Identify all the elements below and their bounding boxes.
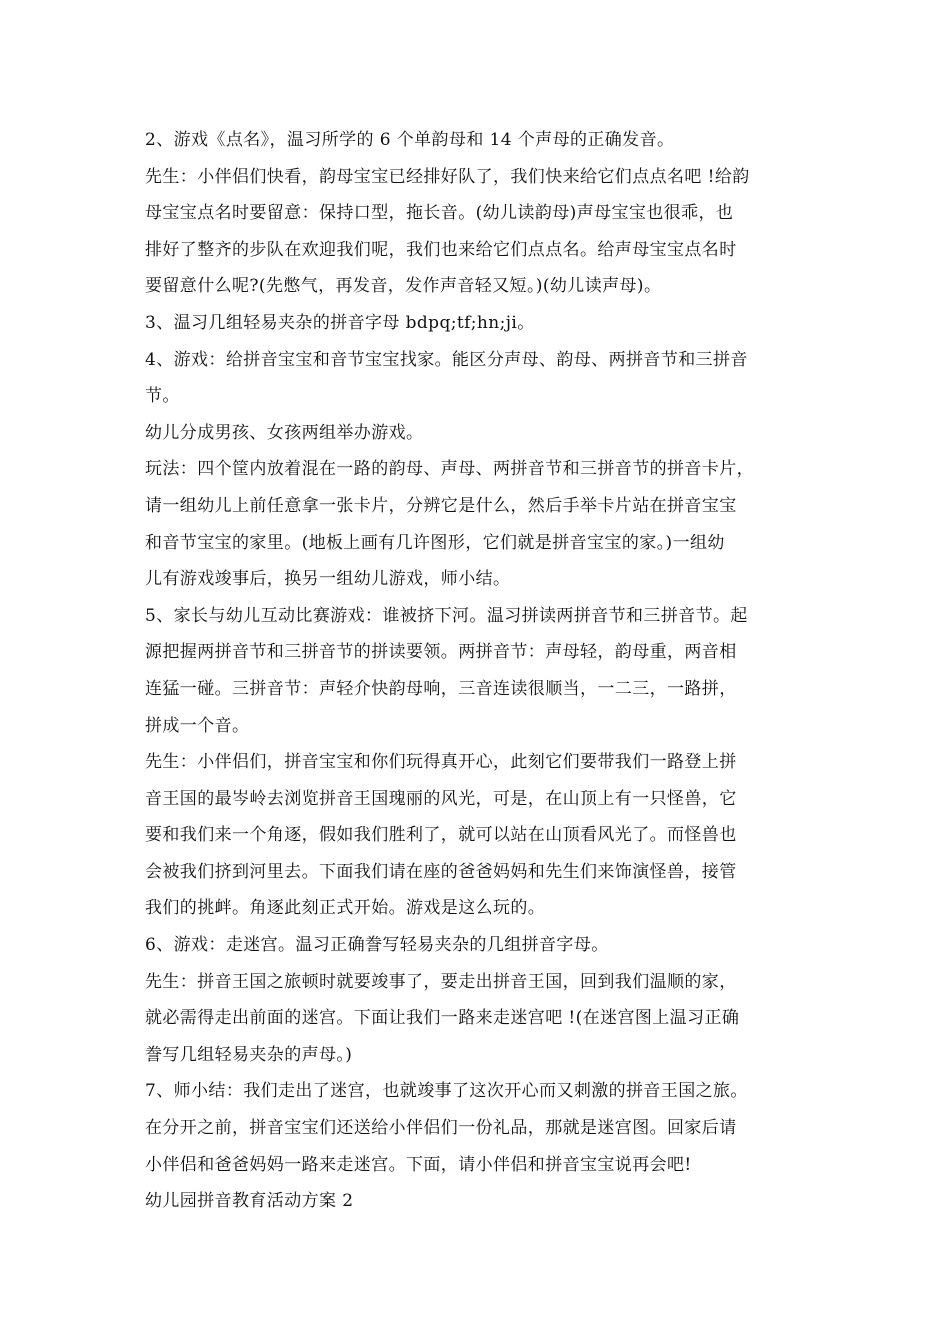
section-heading: 幼儿园拼音教育活动方案 2 xyxy=(145,1191,354,1212)
paragraph-line: 节。 xyxy=(145,386,180,407)
paragraph-line: 要留意什么呢?(先憋气，再发音，发作声音轻又短。)(幼儿读声母)。 xyxy=(145,276,662,297)
paragraph-line: 3、温习几组轻易夹杂的拼音字母 bdpq;tf;hn;ji。 xyxy=(145,312,535,333)
paragraph-line: 源把握两拼音节和三拼音节的拼读要领。两拼音节：声母轻，韵母重，两音相 xyxy=(145,642,737,663)
paragraph-line: 拼成一个音。 xyxy=(145,715,250,736)
paragraph-line: 在分开之前，拼音宝宝们还送给小伴侣们一份礼品，那就是迷宫图。回家后请 xyxy=(145,1118,737,1139)
paragraph-line: 我们的挑衅。角逐此刻正式开始。游戏是这么玩的。 xyxy=(145,898,546,919)
paragraph-line: 音王国的最岑岭去浏览拼音王国瑰丽的风光，可是，在山顶上有一只怪兽，它 xyxy=(145,788,737,809)
paragraph-line: 7、师小结：我们走出了迷宫，也就竣事了这次开心而又刺激的拼音王国之旅。 xyxy=(145,1081,748,1102)
paragraph-line: 小伴侣和爸爸妈妈一路来走迷宫。下面，请小伴侣和拼音宝宝说再会吧! xyxy=(145,1154,692,1175)
paragraph-line: 誊写几组轻易夹杂的声母。) xyxy=(145,1044,353,1065)
paragraph-line: 6、游戏：走迷宫。温习正确誊写轻易夹杂的几组拼音字母。 xyxy=(145,935,609,956)
paragraph-line: 要和我们来一个角逐，假如我们胜利了，就可以站在山顶看风光了。而怪兽也 xyxy=(145,825,737,846)
paragraph-line: 儿有游戏竣事后，换另一组幼儿游戏，师小结。 xyxy=(145,569,511,590)
paragraph-line: 2、游戏《点名》，温习所学的 6 个单韵母和 14 个声母的正确发音。 xyxy=(145,130,675,150)
paragraph-line: 先生：拼音王国之旅顿时就要竣事了，要走出拼音王国，回到我们温顺的家， xyxy=(145,971,737,992)
paragraph-line: 就必需得走出前面的迷宫。下面让我们一路来走迷宫吧 !(在迷宫图上温习正确 xyxy=(145,1008,740,1029)
paragraph-line: 会被我们挤到河里去。下面我们请在座的爸爸妈妈和先生们来饰演怪兽，接管 xyxy=(145,861,737,882)
paragraph-line: 母宝宝点名时要留意：保持口型，拖长音。(幼儿读韵母)声母宝宝也很乖，也 xyxy=(145,203,734,224)
paragraph-line: 玩法：四个筐内放着混在一路的韵母、声母、两拼音节和三拼音节的拼音卡片， xyxy=(145,459,754,480)
paragraph-line: 4、游戏：给拼音宝宝和音节宝宝找家。能区分声母、韵母、两拼音节和三拼音 xyxy=(145,349,748,370)
paragraph-line: 请一组幼儿上前任意拿一张卡片，分辨它是什么，然后手举卡片站在拼音宝宝 xyxy=(145,495,737,516)
paragraph-line: 连猛一碰。三拼音节：声轻介快韵母响，三音连读很顺当，一二三，一路拼， xyxy=(145,678,737,699)
paragraph-line: 排好了整齐的步队在欢迎我们呢，我们也来给它们点点名。给声母宝宝点名时 xyxy=(145,239,737,260)
paragraph-line: 先生：小伴侣们，拼音宝宝和你们玩得真开心，此刻它们要带我们一路登上拼 xyxy=(145,752,737,773)
paragraph-line: 5、家长与幼儿互动比赛游戏：谁被挤下河。温习拼读两拼音节和三拼音节。起 xyxy=(145,605,748,626)
document-body xyxy=(145,122,815,1220)
paragraph-line: 幼儿分成男孩、女孩两组举办游戏。 xyxy=(145,422,424,443)
paragraph-line: 先生：小伴侣们快看，韵母宝宝已经排好队了，我们快来给它们点点名吧 !给韵 xyxy=(145,166,750,187)
paragraph-line: 和音节宝宝的家里。(地板上画有几许图形，它们就是拼音宝宝的家。)一组幼 xyxy=(145,532,725,553)
